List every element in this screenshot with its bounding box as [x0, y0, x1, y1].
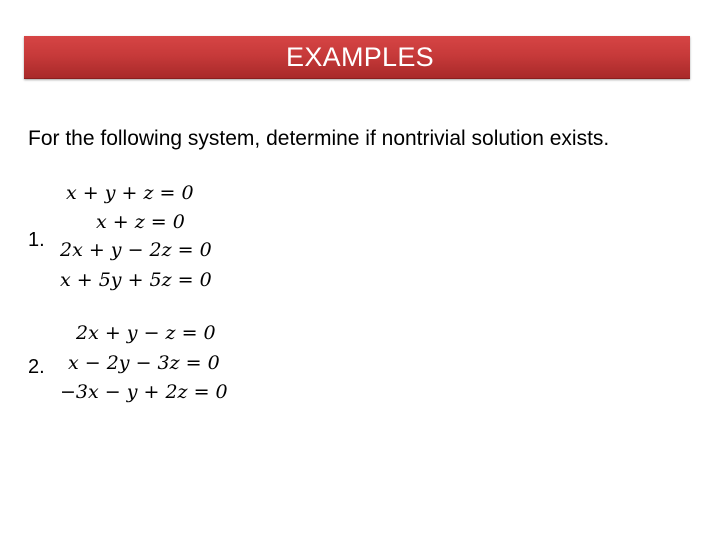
problem-1-equation-2: x + z = 0	[96, 211, 185, 233]
problem-2-number: 2.	[28, 356, 45, 378]
slide-title: EXAMPLES	[286, 42, 434, 72]
problem-2-equation-2: x − 2y − 3z = 0	[68, 352, 220, 374]
problem-1-equation-1: x + y + z = 0	[66, 182, 194, 204]
problem-1-number: 1.	[28, 229, 45, 251]
instruction-text: For the following system, determine if nontrivial solution exists.	[28, 127, 610, 150]
problem-1-equation-3: 2x + y − 2z = 0	[60, 239, 212, 261]
problem-1-equation-4: x + 5y + 5z = 0	[60, 269, 212, 291]
problem-2-equation-1: 2x + y − z = 0	[76, 322, 216, 344]
problem-2-equation-3: −3x − y + 2z = 0	[60, 381, 228, 403]
